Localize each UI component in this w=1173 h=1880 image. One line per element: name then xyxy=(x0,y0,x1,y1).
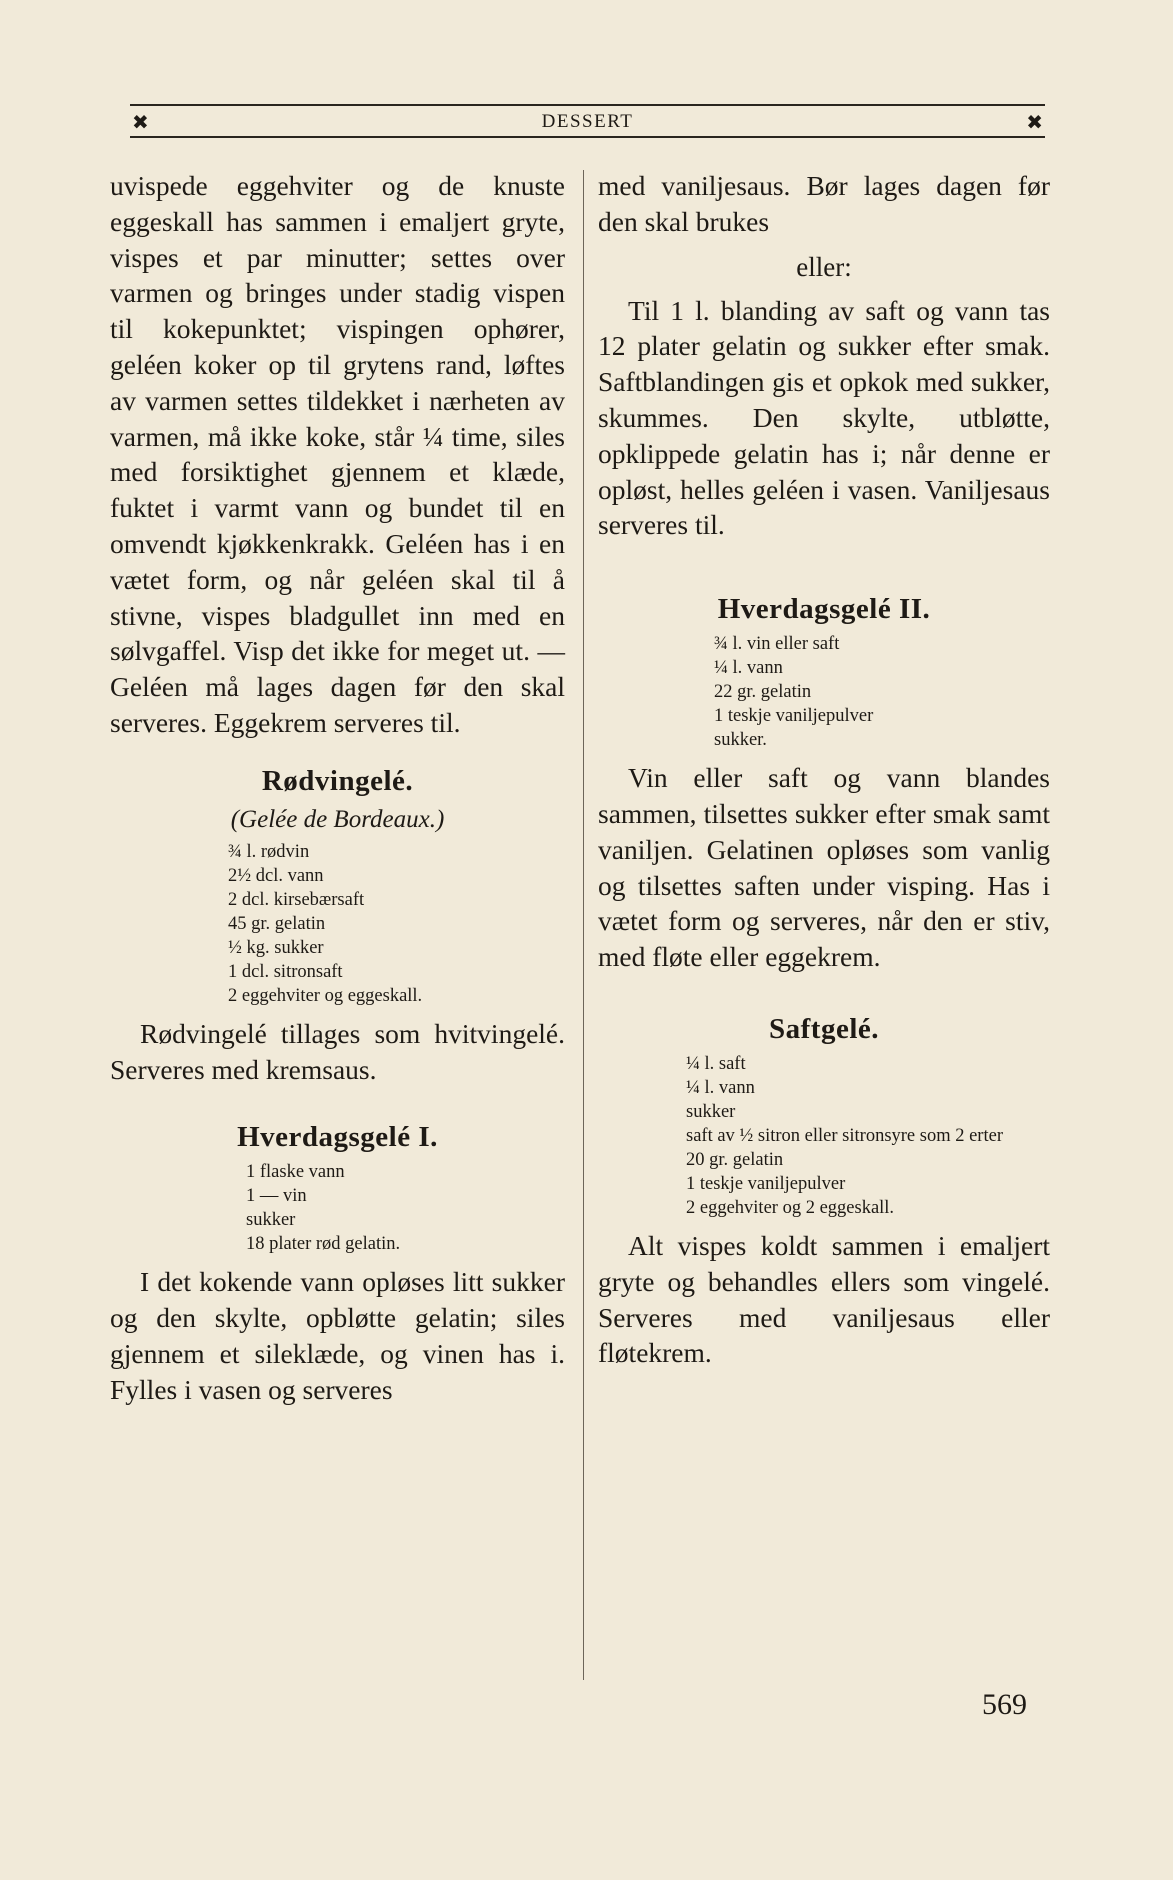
saftgele-text: Alt vispes koldt sammen i emaljert gryte og behandles ellers som vingelé. Serveres med vaniljesaus eller fløtekrem. xyxy=(598,1229,1050,1369)
ingredient-item: 2 dcl. kirsebærsaft xyxy=(228,889,365,910)
hverdagsgele-2-ingredients xyxy=(714,632,1050,752)
ingredient-item: ¾ l. rødvin xyxy=(228,841,310,862)
ingredient-item: 22 gr. gelatin xyxy=(714,682,812,703)
hverdagsgele-1-ingredients xyxy=(246,1160,565,1256)
ingredient-item: 18 plater rød gelatin. xyxy=(246,1234,401,1255)
ingredient-item: 2½ dcl. vann xyxy=(228,865,324,886)
left-column xyxy=(110,168,565,1408)
ingredient-item: ¼ l. saft xyxy=(686,1053,746,1074)
rodvingele-heading: Rødvingelé. xyxy=(261,764,414,797)
eller-line: eller: xyxy=(796,251,852,282)
ingredient-item: ¼ l. vann xyxy=(686,1077,755,1098)
right-paragraph-2: Til 1 l. blanding av saft og vann tas 12 plater gelatin og sukker efter smak. Saftblandingen gis et opkok med sukker, skummes. Den skylte, utbløtte, opklippede gelatin has i; når denne er opløst, helles geléen i vasen. Vaniljesaus serveres til. xyxy=(598,294,1050,541)
ingredient-item: ½ kg. sukker xyxy=(228,937,324,958)
page-number: 569 xyxy=(982,1688,1027,1721)
ingredient-item: 45 gr. gelatin xyxy=(228,913,326,934)
ingredient-item: ¼ l. vann xyxy=(714,658,783,679)
ingredient-item: 1 dcl. sitronsaft xyxy=(228,961,343,982)
ingredient-item: 2 eggehviter og eggeskall. xyxy=(228,985,423,1006)
saftgele-ingredients xyxy=(686,1052,1006,1220)
hverdagsgele-2-heading: Hverdagsgelé II. xyxy=(717,593,931,626)
ingredient-item: 1 teskje vaniljepulver xyxy=(714,706,874,727)
ingredient-item: sukker xyxy=(686,1101,736,1122)
header-right-ornament: ✖ xyxy=(1026,110,1043,134)
page-header xyxy=(130,104,1045,138)
hverdagsgele-2-text: Vin eller saft og vann blandes sammen, tilsettes sukker efter smak samt vaniljen. Gelatinen opløses som vanlig og tilsettes saften under visping. Has i vætet form og serveres, når den er stiv, med fløte eller eggekrem. xyxy=(598,762,1050,973)
ingredient-item: 1 — vin xyxy=(246,1186,307,1207)
ingredient-item: 1 teskje vaniljepulver xyxy=(686,1173,846,1194)
hverdagsgele-1-text: I det kokende vann opløses litt sukker og den skylte, opbløtte gelatin; siles gjennem et sileklæde, og vinen has i. Fylles i vasen og serveres xyxy=(110,1266,565,1405)
ingredient-item: 1 flaske vann xyxy=(246,1162,345,1183)
ingredient-item: sukker xyxy=(246,1210,296,1231)
header-title: DESSERT xyxy=(541,111,634,132)
hverdagsgele-1-heading: Hverdagsgelé I. xyxy=(237,1121,438,1154)
right-paragraph-1: med vaniljesaus. Bør lages dagen før den skal brukes xyxy=(598,170,1050,237)
ingredient-item: ¾ l. vin eller saft xyxy=(714,634,840,655)
saftgele-heading: Saftgelé. xyxy=(769,1012,879,1045)
header-left-ornament: ✖ xyxy=(132,110,149,134)
right-column xyxy=(598,168,1050,1371)
left-paragraph-1: uvispede eggehviter og de knuste eggeskall has sammen i emaljert gryte, vispes et par minutter; settes over varmen og bringes under stadig vispen til kokepunktet; vispingen ophører, geléen koker op til grytens rand, løftes av varmen settes tildekket i nærheten av varmen, må ikke koke, står ¼ time, siles med forsiktighet gjennem et klæde, fuktet i varmt vann og bundet til en omvendt kjøkkenkrakk. Geléen has i en vætet form, og når geléen skal til å stivne, vispes bladgullet inn med en sølvgaffel. Visp det ikke for meget ut. — Geléen må lages dagen før den skal serveres. Eggekrem serveres til. xyxy=(110,170,565,738)
ingredient-item: sukker. xyxy=(714,730,767,751)
ingredient-item: saft av ½ sitron eller sitronsyre som 2 erter xyxy=(686,1125,1003,1146)
ingredient-item: 20 gr. gelatin xyxy=(686,1149,784,1170)
rodvingele-text: Rødvingelé tillages som hvitvingelé. Serveres med kremsaus. xyxy=(110,1017,565,1085)
rodvingele-subtitle: (Gelée de Bordeaux.) xyxy=(230,805,445,833)
ingredient-item: 2 eggehviter og 2 eggeskall. xyxy=(686,1197,895,1218)
column-divider xyxy=(583,170,584,1680)
rodvingele-ingredients xyxy=(228,840,565,1008)
